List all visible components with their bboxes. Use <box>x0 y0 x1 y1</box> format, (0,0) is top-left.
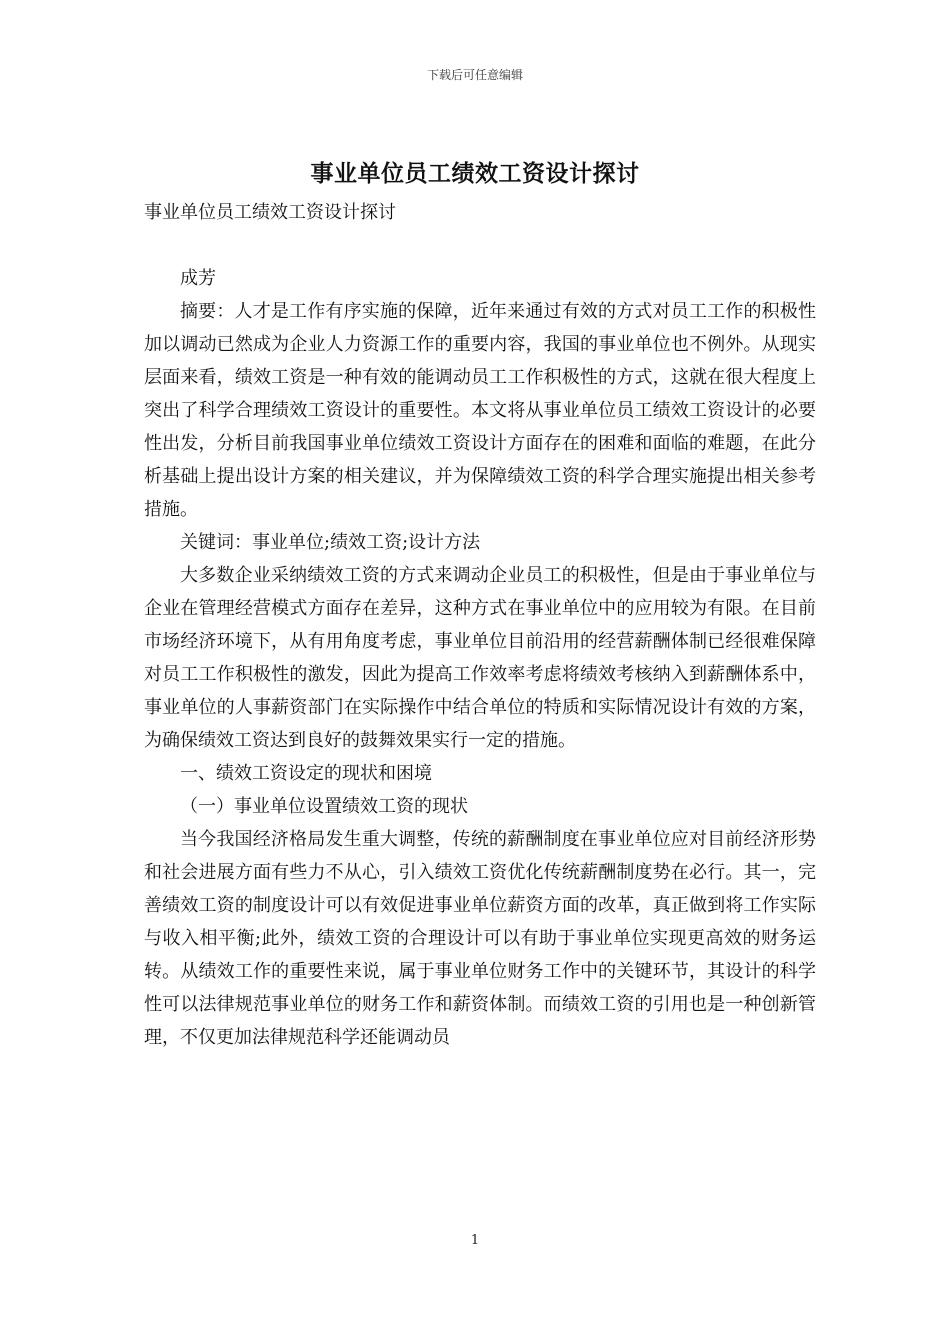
blank-line <box>144 229 816 262</box>
page-number: 1 <box>470 1233 480 1248</box>
intro-paragraph: 大多数企业采纳绩效工资的方式来调动企业员工的积极性，但是由于事业单位与企业在管理经营模式方面存在差异，这种方式在事业单位中的应用较为有限。在目前市场经济环境下，从有用角度考虑，事业单位目前沿用的经营薪酬体制已经很难保障对员工工作积极性的激发，因此为提高工作效率考虑将绩效考核纳入到薪酬体系中，事业单位的人事薪资部门在实际操作中结合单位的特质和实际情况设计有效的方案，为确保绩效工资达到良好的鼓舞效果实行一定的措施。 <box>144 565 816 751</box>
document-title: 事业单位员工绩效工资设计探讨 <box>310 160 640 187</box>
subsection-heading: （一）事业单位设置绩效工资的现状 <box>180 796 468 817</box>
abstract-paragraph: 摘要：人才是工作有序实施的保障，近年来通过有效的方式对员工工作的积极性加以调动已然成为企业人力资源工作的重要内容，我国的事业单位也不例外。从现实层面来看，绩效工资是一种有效的能调动员工工作积极性的方式，这就在很大程度上突出了科学合理绩效工资设计的重要性。本文将从事业单位员工绩效工资设计的必要性出发，分析目前我国事业单位绩效工资设计方面存在的困难和面临的难题，在此分析基础上提出设计方案的相关建议，并为保障绩效工资的科学合理实施提出相关参考措施。 <box>144 301 816 520</box>
header-note: 下载后可任意编辑 <box>426 68 523 82</box>
document-body <box>144 196 816 1054</box>
keywords-line: 关键词：事业单位;绩效工资;设计方法 <box>180 532 481 553</box>
body-paragraph: 当今我国经济格局发生重大调整，传统的薪酬制度在事业单位应对目前经济形势和社会进展方面有些力不从心，引入绩效工资优化传统薪酬制度势在必行。其一，完善绩效工资的制度设计可以有效促进事业单位薪资方面的改革，真正做到将工作实际与收入相平衡;此外，绩效工资的合理设计可以有助于事业单位实现更高效的财务运转。从绩效工作的重要性来说，属于事业单位财务工作中的关键环节，其设计的科学性可以法律规范事业单位的财务工作和薪资体制。而绩效工资的引用也是一种创新管理，不仅更加法律规范科学还能调动员 <box>144 829 816 1048</box>
section-heading: 一、绩效工资设定的现状和困境 <box>180 763 432 784</box>
document-subtitle: 事业单位员工绩效工资设计探讨 <box>144 202 396 223</box>
author-name: 成芳 <box>180 268 216 289</box>
